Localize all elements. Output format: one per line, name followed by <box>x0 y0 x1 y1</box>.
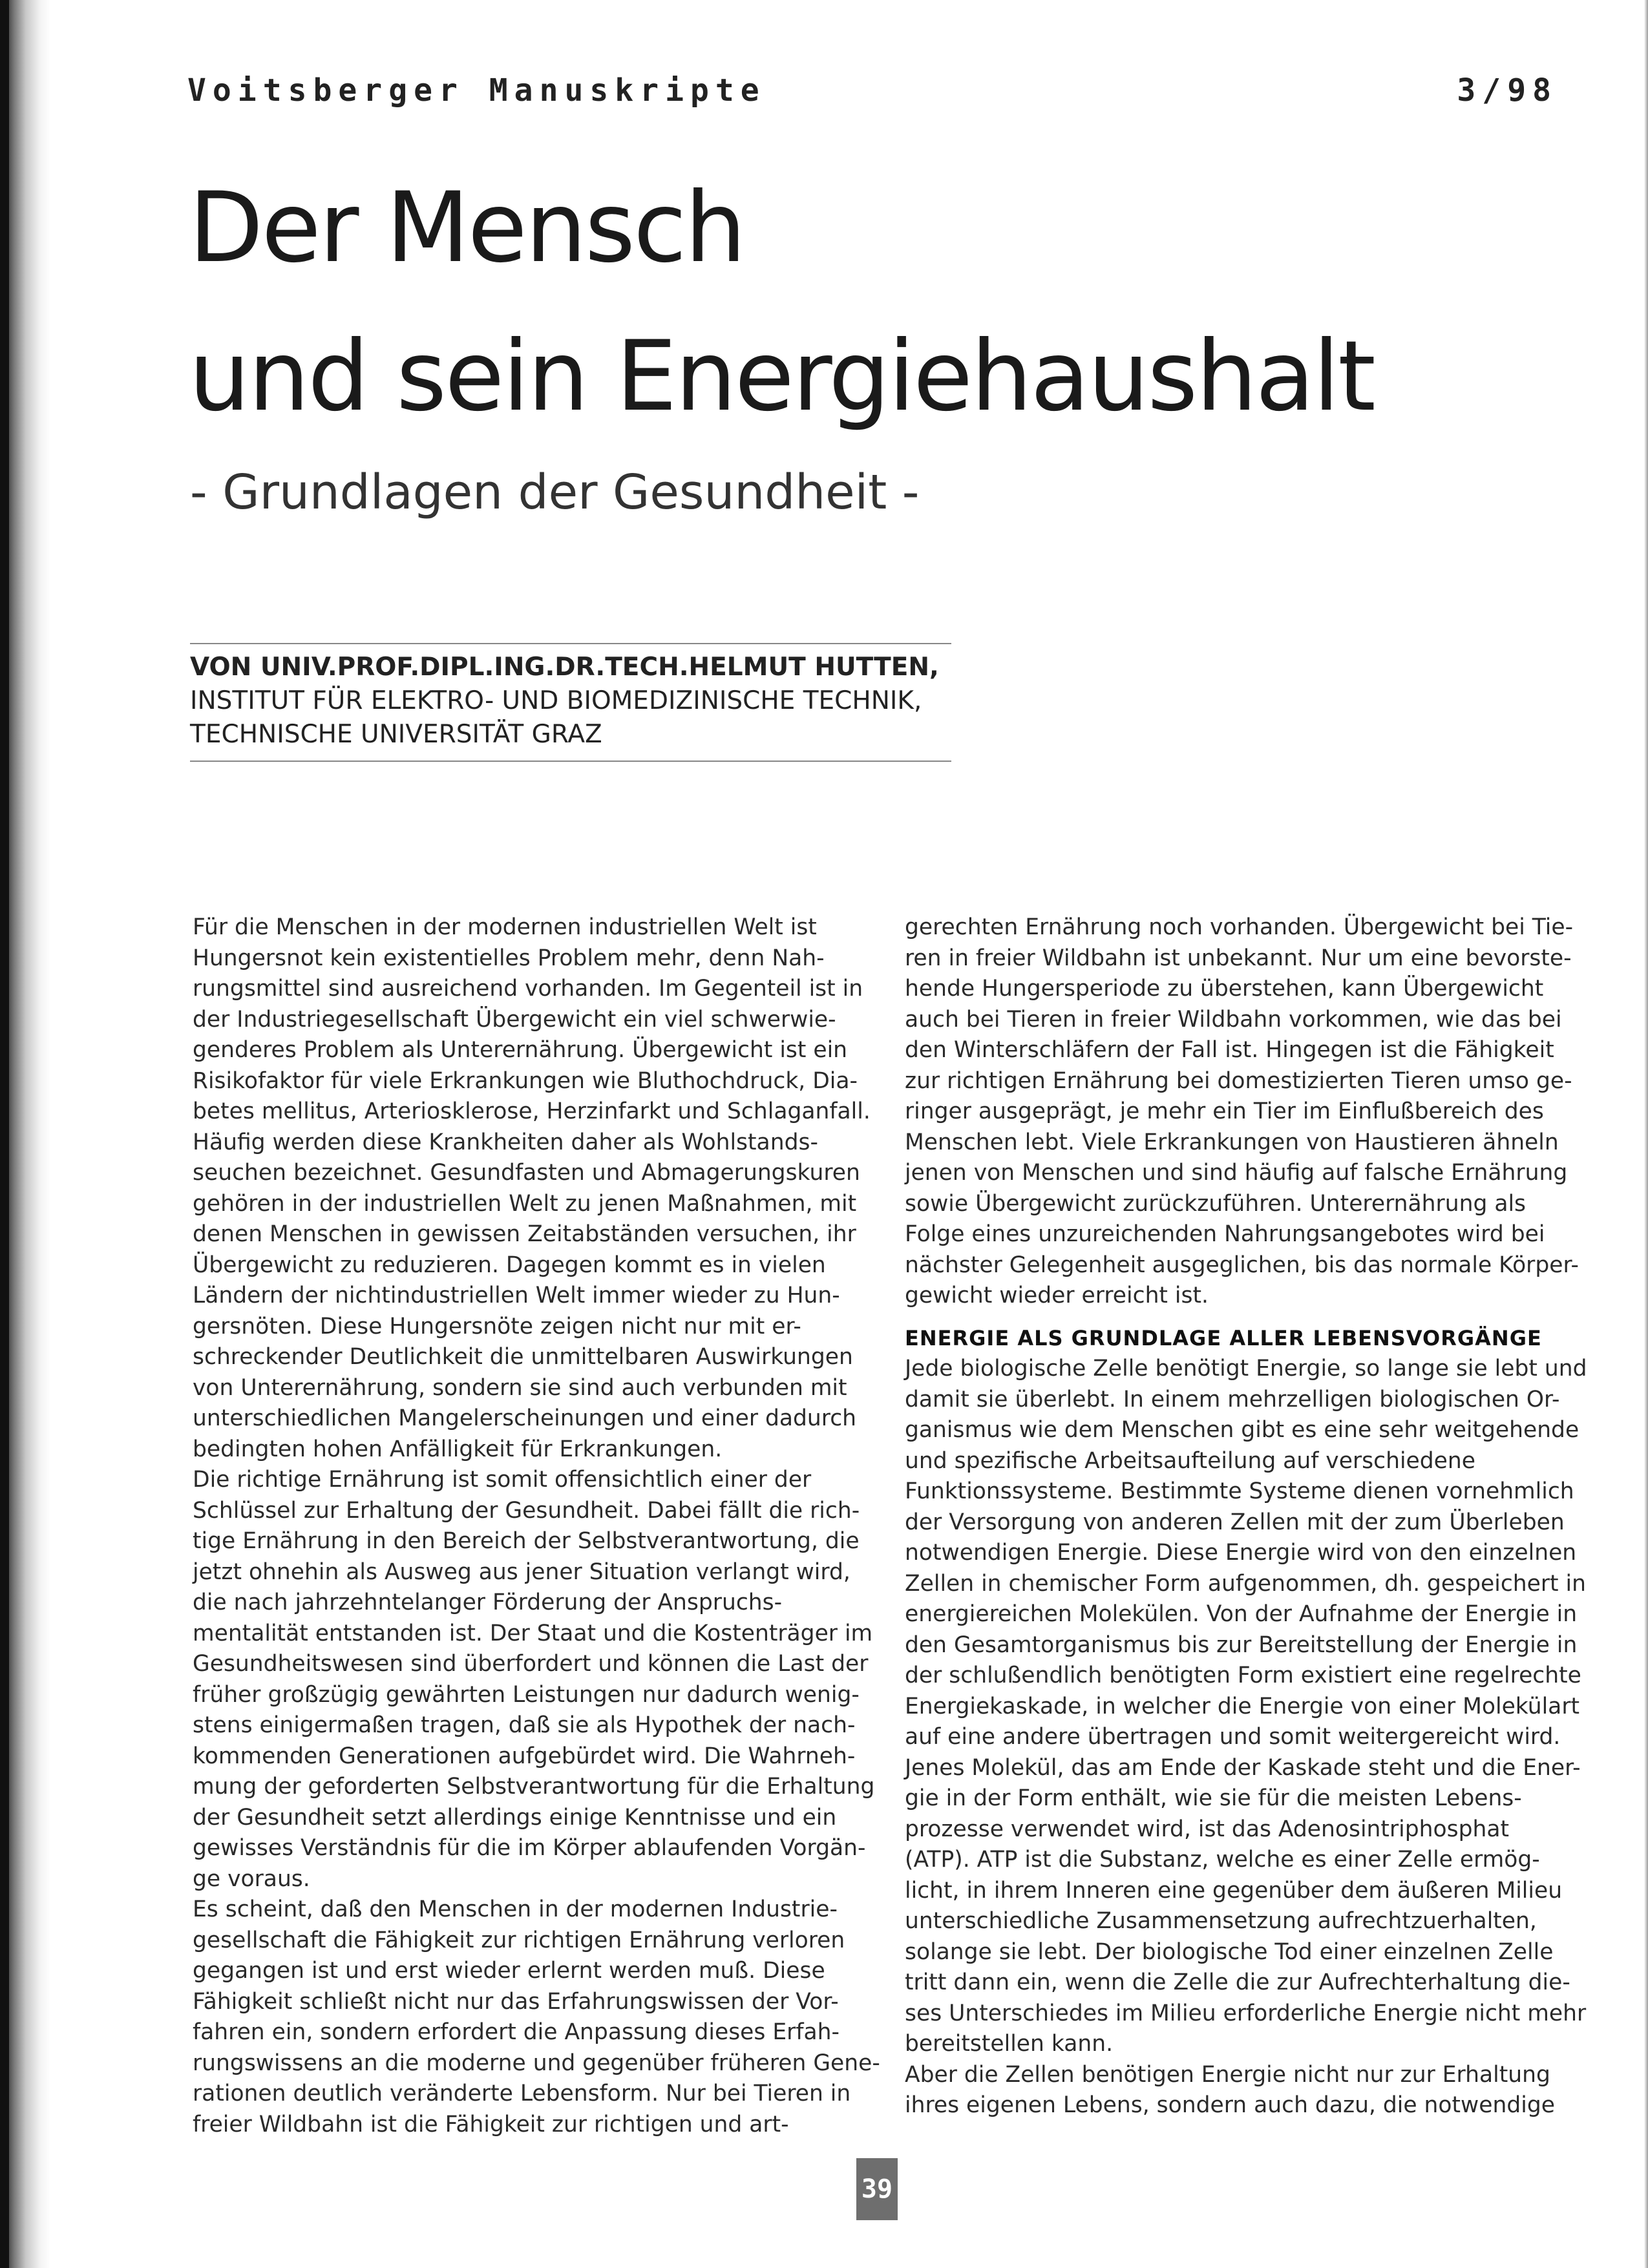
text-line: solange sie lebt. Der biologische Tod einer einzelnen Zelle <box>905 1938 1554 1965</box>
text-line: fahren ein, sondern erfordert die Anpassung dieses Erfah- <box>193 2019 840 2045</box>
text-line: der Gesundheit setzt allerdings einige Kenntnisse und ein <box>193 1804 837 1831</box>
text-line: sowie Übergewicht zurückzuführen. Unterernährung als <box>905 1190 1527 1217</box>
text-line: unterschiedliche Zusammensetzung aufrechtzuerhalten, <box>905 1908 1537 1934</box>
text-line: zur richtigen Ernährung bei domestizierten Tieren umso ge- <box>905 1067 1572 1094</box>
text-line: tige Ernährung in den Bereich der Selbstverantwortung, die <box>193 1528 860 1554</box>
byline-institute: INSTITUT FÜR ELEKTRO- UND BIOMEDIZINISCHE TECHNIK, <box>190 686 922 715</box>
text-line: Energiekaskade, in welcher die Energie von einer Molekülart <box>905 1693 1580 1719</box>
text-line: Schlüssel zur Erhaltung der Gesundheit. Dabei fällt die rich- <box>193 1497 860 1524</box>
text-line: gewisses Verständnis für die im Körper ablaufenden Vorgän- <box>193 1835 866 1861</box>
text-line: von Unterernährung, sondern sie sind auch verbunden mit <box>193 1374 847 1401</box>
text-line: Die richtige Ernährung ist somit offensichtlich einer der <box>193 1467 812 1493</box>
text-line: Übergewicht zu reduzieren. Dagegen kommt es in vielen <box>193 1252 826 1278</box>
text-line: (ATP). ATP ist die Substanz, welche es einer Zelle ermög- <box>905 1847 1540 1873</box>
right-column-intro <box>905 912 1579 1312</box>
section-heading: ENERGIE ALS GRUNDLAGE ALLER LEBENSVORGÄNGE <box>905 1325 1542 1350</box>
text-line: Zellen in chemischer Form aufgenommen, dh. gespeichert in <box>905 1570 1587 1597</box>
text-line: damit sie überlebt. In einem mehrzelligen biologischen Or- <box>905 1386 1560 1412</box>
text-line: Häufig werden diese Krankheiten daher als Wohlstands- <box>193 1129 818 1155</box>
text-line: tritt dann ein, wenn die Zelle die zur Aufrechterhaltung die- <box>905 1969 1570 1995</box>
text-line: gie in der Form enthält, wie sie für die meisten Lebens- <box>905 1785 1522 1811</box>
right-column <box>905 912 1587 2121</box>
scan-binding-edge <box>0 0 9 2268</box>
text-line: ge voraus. <box>193 1865 310 1892</box>
text-line: auf eine andere übertragen und somit weitergereicht wird. <box>905 1724 1561 1750</box>
text-line: ganismus wie dem Menschen gibt es eine sehr weitgehende <box>905 1417 1579 1443</box>
text-line: prozesse verwendet wird, ist das Adenosintriphosphat <box>905 1816 1510 1842</box>
text-line: betes mellitus, Arteriosklerose, Herzinfarkt und Schlaganfall. <box>193 1098 871 1124</box>
text-line: energiereichen Molekülen. Von der Aufnahme der Energie in <box>905 1601 1578 1627</box>
text-line: rationen deutlich veränderte Lebensform. Nur bei Tieren in <box>193 2081 851 2106</box>
text-line: stens einigermaßen tragen, daß sie als Hypothek der nach- <box>193 1712 856 1738</box>
text-line: Folge eines unzureichenden Nahrungsangebotes wird bei <box>905 1221 1545 1247</box>
text-line: den Gesamtorganismus bis zur Bereitstellung der Energie in <box>905 1632 1578 1658</box>
text-line: nächster Gelegenheit ausgeglichen, bis das normale Körper- <box>905 1252 1579 1278</box>
text-line: seuchen bezeichnet. Gesundfasten und Abmagerungskuren <box>193 1160 860 1186</box>
text-line: der Versorgung von anderen Zellen mit der zum Überleben <box>905 1509 1565 1535</box>
text-line: Aber die Zellen benötigen Energie nicht nur zur Erhaltung <box>905 2061 1550 2088</box>
article-subtitle: - Grundlagen der Gesundheit - <box>190 465 920 520</box>
text-line: rungsmittel sind ausreichend vorhanden. Im Gegenteil ist in <box>193 976 863 1002</box>
text-line: gerechten Ernährung noch vorhanden. Übergewicht bei Tie- <box>905 914 1574 940</box>
text-line: mung der geforderten Selbstverantwortung für die Erhaltung <box>193 1774 875 1800</box>
text-line: Jede biologische Zelle benötigt Energie, so lange sie lebt und <box>905 1356 1587 1381</box>
text-line: bedingten hohen Anfälligkeit für Erkrankungen. <box>193 1436 723 1462</box>
text-line: jetzt ohnehin als Ausweg aus jener Situation verlangt wird, <box>193 1559 850 1585</box>
text-line: gesellschaft die Fähigkeit zur richtigen Ernährung verloren <box>193 1927 845 1953</box>
text-line: der Industriegesellschaft Übergewicht ein viel schwerwie- <box>193 1006 836 1033</box>
text-line: ses Unterschiedes im Milieu erforderliche Energie nicht mehr <box>905 2000 1587 2026</box>
text-line: die nach jahrzehntelanger Förderung der Anspruchs- <box>193 1590 783 1615</box>
text-line: gewicht wieder erreicht ist. <box>905 1283 1209 1308</box>
text-line: ren in freier Wildbahn ist unbekannt. Nur um eine bevorste- <box>905 945 1572 971</box>
byline <box>190 643 951 762</box>
text-line: Fähigkeit schließt nicht nur das Erfahrungswissen der Vor- <box>193 1988 839 2015</box>
right-column-section-body <box>905 1354 1587 2121</box>
text-line: schreckender Deutlichkeit die unmittelbaren Auswirkungen <box>193 1344 853 1370</box>
text-line: Es scheint, daß den Menschen in der modernen Industrie- <box>193 1896 838 1922</box>
text-line: gersnöten. Diese Hungersnöte zeigen nicht nur mit er- <box>193 1313 801 1339</box>
text-line: hende Hungersperiode zu überstehen, kann Übergewicht <box>905 976 1544 1002</box>
text-line: Funktionssysteme. Bestimmte Systeme dienen vornehmlich <box>905 1478 1574 1504</box>
byline-university: TECHNISCHE UNIVERSITÄT GRAZ <box>190 720 602 749</box>
byline-author: VON UNIV.PROF.DIPL.ING.DR.TECH.HELMUT HUTTEN, <box>190 653 939 682</box>
text-line: auch bei Tieren in freier Wildbahn vorkommen, wie das bei <box>905 1006 1562 1033</box>
text-line: früher großzügig gewährten Leistungen nur dadurch wenig- <box>193 1681 860 1708</box>
text-line: den Winterschläfern der Fall ist. Hingegen ist die Fähigkeit <box>905 1037 1554 1063</box>
issue-number: 3/98 <box>1457 72 1558 109</box>
left-column <box>193 912 878 2140</box>
text-line: Für die Menschen in der modernen industriellen Welt ist <box>193 914 817 940</box>
text-line: freier Wildbahn ist die Fähigkeit zur richtigen und art- <box>193 2111 789 2137</box>
text-line: und spezifische Arbeitsaufteilung auf verschiedene <box>905 1447 1475 1474</box>
text-line: kommenden Generationen aufgebürdet wird. Die Wahrneh- <box>193 1743 856 1769</box>
page-number: 39 <box>856 2158 898 2220</box>
text-line: Gesundheitswesen sind überfordert und können die Last der <box>193 1651 869 1677</box>
article-title-line-1: Der Mensch <box>189 172 745 284</box>
text-line: Jenes Molekül, das am Ende der Kaskade steht und die Ener- <box>905 1754 1581 1781</box>
text-line: mentalität entstanden ist. Der Staat und die Kostenträger im <box>193 1620 873 1646</box>
text-line: Hungersnot kein existentielles Problem mehr, denn Nah- <box>193 945 825 971</box>
running-head: Voitsberger Manuskripte <box>187 72 766 109</box>
text-line: rungswissens an die moderne und gegenüber früheren Gene- <box>193 2050 880 2076</box>
text-line: denen Menschen in gewissen Zeitabständen versuchen, ihr <box>193 1221 856 1247</box>
text-line: bereitstellen kann. <box>905 2031 1114 2057</box>
text-line: jenen von Menschen und sind häufig auf falsche Ernährung <box>905 1160 1568 1186</box>
text-line: ringer ausgeprägt, je mehr ein Tier im Einflußbereich des <box>905 1098 1544 1124</box>
text-line: Ländern der nichtindustriellen Welt immer wieder zu Hun- <box>193 1283 840 1308</box>
article-title <box>189 154 1374 451</box>
text-line: Menschen lebt. Viele Erkrankungen von Haustieren ähneln <box>905 1129 1559 1155</box>
scan-right-edge <box>1644 0 1648 2268</box>
text-line: Risikofaktor für viele Erkrankungen wie Bluthochdruck, Dia- <box>193 1067 858 1094</box>
text-line: ihres eigenen Lebens, sondern auch dazu, die notwendige <box>905 2092 1555 2118</box>
text-line: notwendigen Energie. Diese Energie wird von den einzelnen <box>905 1540 1577 1566</box>
text-line: unterschiedlichen Mangelerscheinungen und einer dadurch <box>193 1405 857 1431</box>
text-line: der schlußendlich benötigten Form existiert eine regelrechte <box>905 1663 1581 1688</box>
text-line: licht, in ihrem Inneren eine gegenüber dem äußeren Milieu <box>905 1877 1563 1904</box>
text-line: gehören in der industriellen Welt zu jenen Maßnahmen, mit <box>193 1190 857 1217</box>
text-line: genderes Problem als Unterernährung. Übergewicht ist ein <box>193 1037 848 1063</box>
text-line: gegangen ist und erst wieder erlernt werden muß. Diese <box>193 1958 825 1984</box>
article-title-line-2: und sein Energiehaushalt <box>189 320 1374 433</box>
